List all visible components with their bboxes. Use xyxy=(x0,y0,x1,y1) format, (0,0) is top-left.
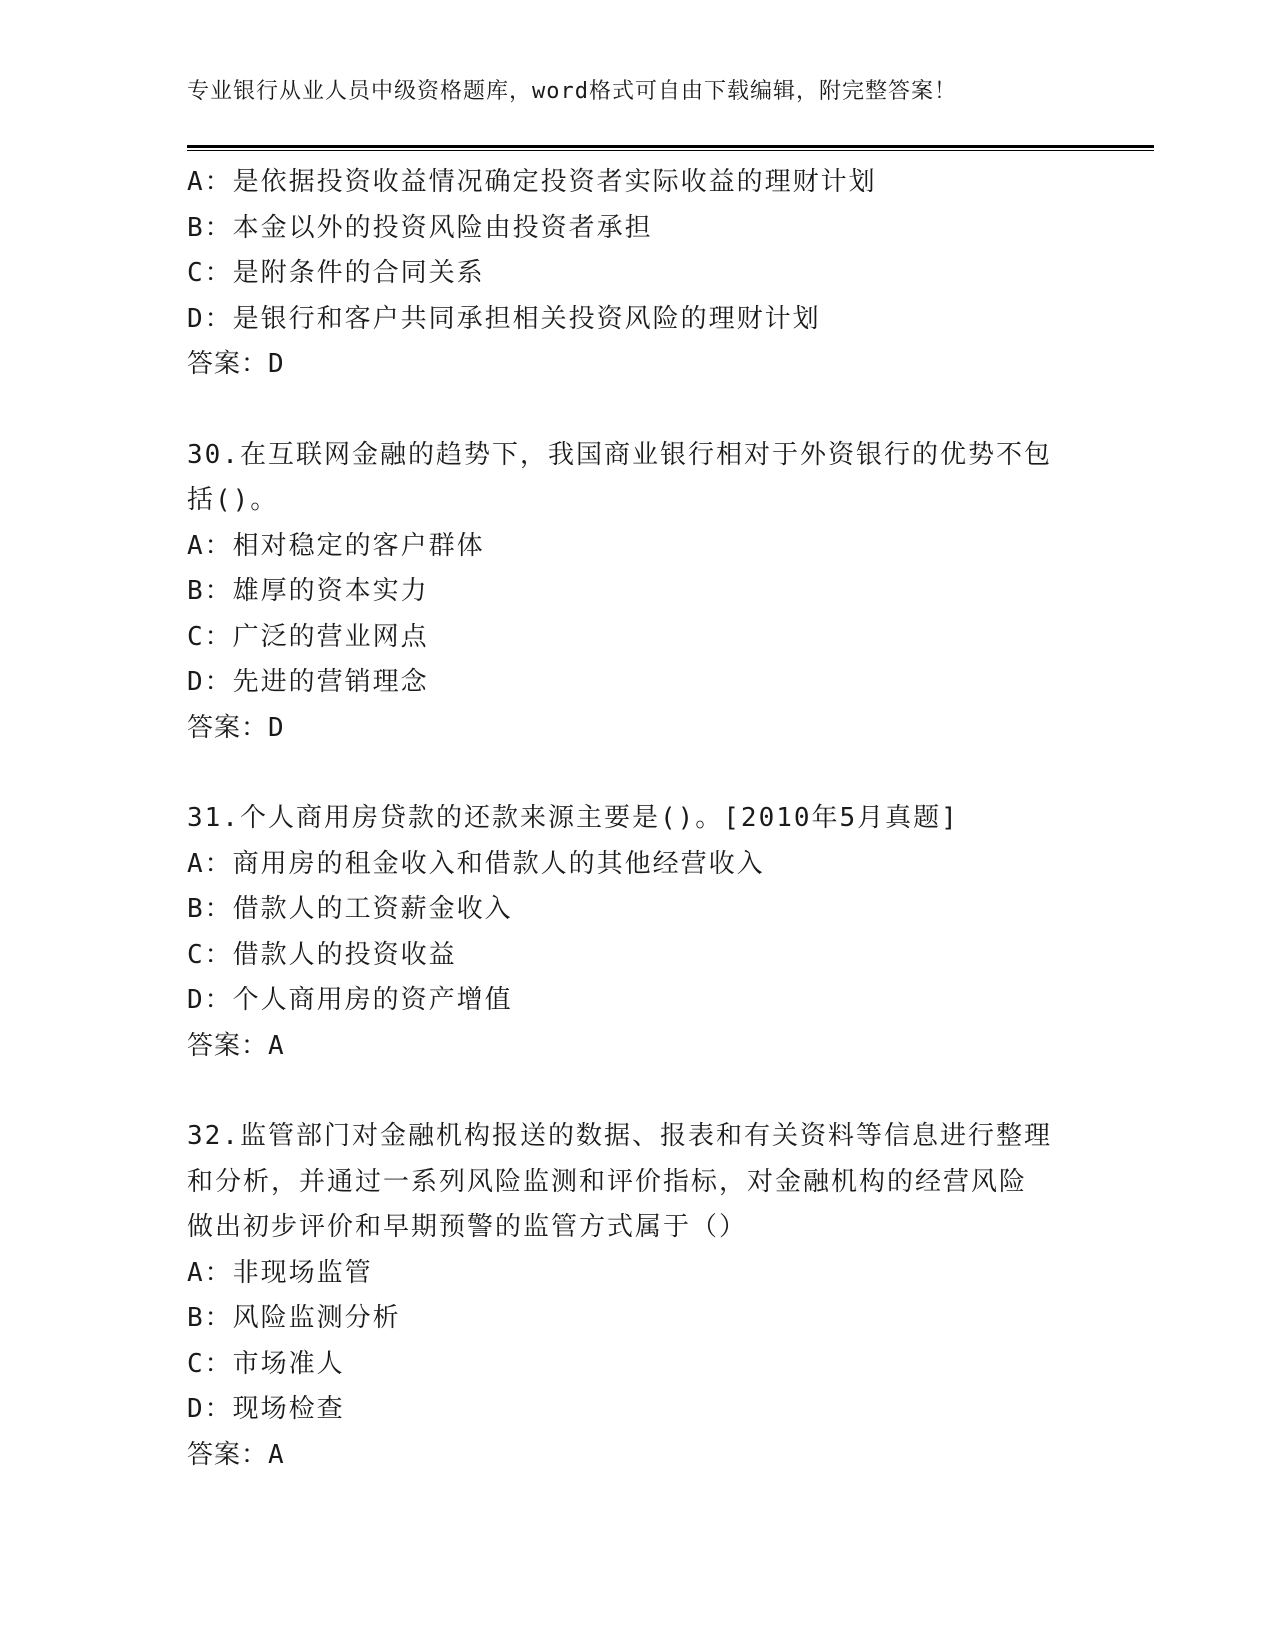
answer-line: 答案：A xyxy=(187,1439,285,1470)
question-stem-line: 31.个人商用房贷款的还款来源主要是()。[2010年5月真题] xyxy=(187,803,959,833)
option-a: A：相对稳定的客户群体 xyxy=(187,530,485,561)
answer-line: 答案：D xyxy=(187,712,285,743)
question-block xyxy=(187,160,1087,388)
option-c: C：广泛的营业网点 xyxy=(187,621,429,652)
option-c: C：市场准人 xyxy=(187,1348,345,1379)
option-c: C：是附条件的合同关系 xyxy=(187,258,485,288)
page-header: 专业银行从业人员中级资格题库，word格式可自由下载编辑，附完整答案！ xyxy=(187,79,957,104)
option-d: D：是银行和客户共同承担相关投资风险的理财计划 xyxy=(187,303,821,334)
option-d: D：个人商用房的资产增值 xyxy=(187,985,513,1015)
option-d: D：先进的营销理念 xyxy=(187,667,429,697)
question-list xyxy=(187,160,1087,1478)
question-block xyxy=(187,796,1087,1069)
block-gap xyxy=(187,1069,1087,1114)
question-stem-line: 做出初步评价和早期预警的监管方式属于（） xyxy=(187,1212,748,1242)
option-d: D：现场检查 xyxy=(187,1394,345,1424)
question-stem-line: 和分析，并通过一系列风险监测和评价指标，对金融机构的经营风险 xyxy=(187,1166,1028,1197)
option-b: B：雄厚的资本实力 xyxy=(187,576,429,606)
question-stem-line: 32.监管部门对金融机构报送的数据、报表和有关资料等信息进行整理 xyxy=(187,1121,1052,1151)
option-a: A：商用房的租金收入和借款人的其他经营收入 xyxy=(187,848,765,879)
answer-line: 答案：A xyxy=(187,1030,285,1061)
question-stem-line: 30.在互联网金融的趋势下，我国商业银行相对于外资银行的优势不包 xyxy=(187,439,1052,470)
option-b: B：本金以外的投资风险由投资者承担 xyxy=(187,212,653,243)
block-gap xyxy=(187,388,1087,433)
header-rule-thick xyxy=(187,145,1154,148)
option-a: A：非现场监管 xyxy=(187,1257,373,1288)
answer-line: 答案：D xyxy=(187,349,285,379)
option-b: B：借款人的工资薪金收入 xyxy=(187,894,513,924)
option-a: A：是依据投资收益情况确定投资者实际收益的理财计划 xyxy=(187,167,877,197)
option-b: B：风险监测分析 xyxy=(187,1303,401,1333)
question-block xyxy=(187,433,1087,752)
question-stem-line: 括()。 xyxy=(187,485,279,515)
question-block xyxy=(187,1114,1087,1478)
header-rule-thin xyxy=(187,150,1154,151)
option-c: C：借款人的投资收益 xyxy=(187,939,457,970)
block-gap xyxy=(187,751,1087,796)
